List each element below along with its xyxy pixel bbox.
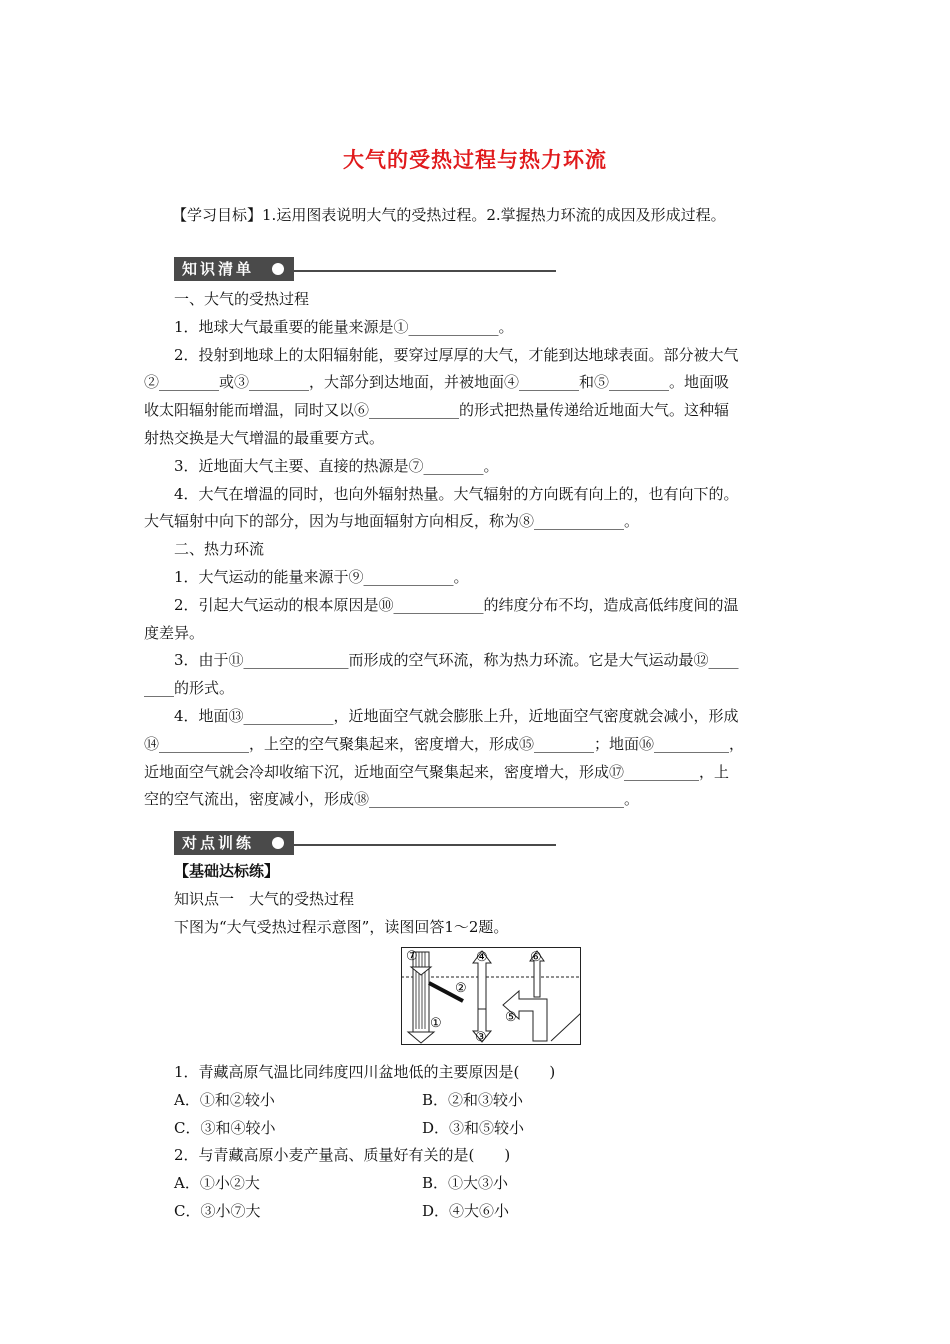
option-a[interactable]: A．①小②大 [174,1174,260,1193]
item-6-line-1: 2．引起大气运动的根本原因是⑩____________的纬度分布不均，造成高低纬度间的温 [174,595,739,614]
option-d[interactable]: D．③和⑤较小 [422,1118,525,1137]
question-2-options-row-2 [144,1198,808,1226]
option-b[interactable]: B．①大③小 [422,1174,509,1193]
item-7-line-2: ____的形式。 [144,679,235,698]
label-1: ① [430,1016,442,1031]
label-6: ⑥ [530,950,542,965]
knowledge-point: 知识点一 大气的受热过程 [174,889,355,908]
label-3: ③ [475,1030,487,1045]
option-a[interactable]: A．①和②较小 [174,1090,275,1109]
learning-goal [172,204,812,226]
figure-intro: 下图为“大气受热过程示意图”，读图回答1～2题。 [174,917,509,936]
heading-1: 一、大气的受热过程 [174,290,310,308]
label-4: ④ [476,950,488,965]
item-6-line-2: 度差异。 [144,623,205,642]
item-8-line-4: 空的空气流出，密度减小，形成⑱__________________________________。 [144,790,640,809]
goal-label: 【学习目标】 [172,206,263,224]
question-list [144,1059,808,1226]
page-title: 大气的受热过程与热力环流 [343,148,607,172]
question-1-options-row-2 [144,1115,808,1143]
option-b[interactable]: B．②和③较小 [422,1090,524,1109]
option-d[interactable]: D．④大⑥小 [422,1201,510,1220]
label-5: ⑤ [505,1010,517,1025]
option-c[interactable]: C．③和④较小 [174,1118,276,1137]
item-4-line-1: 4．大气在增温的同时，也向外辐射热量。大气辐射的方向既有向上的，也有向下的。 [174,484,739,503]
item-2-line-2: ②________或③________，大部分到达地面，并被地面④________和⑤________。地面吸 [144,373,730,392]
practice-subheading: 【基础达标练】 [174,862,280,880]
goal-text: 1.运用图表说明大气的受热过程。2.掌握热力环流的成因及形成过程。 [262,206,726,224]
item-5: 1．大气运动的能量来源于⑨____________。 [174,567,469,586]
knowledge-list [144,286,808,814]
heading-2: 二、热力环流 [174,540,265,559]
item-2-line-3: 收太阳辐射能而增温，同时又以⑥____________的形式把热量传递给近地面大气。这种辐 [144,401,730,420]
question-1-stem: 1．青藏高原气温比同纬度四川盆地低的主要原因是( ) [174,1063,556,1081]
banner-rule [294,844,556,846]
practice-intro [144,858,808,941]
option-c[interactable]: C．③小⑦大 [174,1201,261,1220]
item-7-line-1: 3．由于⑪______________而形成的空气环流，称为热力环流。它是大气运动最⑫____ [174,651,739,670]
question-1-options-row-1 [144,1087,808,1115]
item-1: 1．地球大气最重要的能量来源是①____________。 [174,317,514,336]
label-2: ② [455,981,467,996]
banner-label: 对点训练 [174,831,294,855]
item-2-line-4: 射热交换是大气增温的最重要方式。 [144,428,385,447]
question-2-stem: 2．与青藏高原小麦产量高、质量好有关的是( ) [174,1146,511,1165]
atmosphere-heating-diagram [401,947,581,1045]
item-8-line-2: ⑭____________，上空的空气聚集起来，密度增大，形成⑮________；地面⑯__________， [144,734,745,753]
item-4-line-2: 大气辐射中向下的部分，因为与地面辐射方向相反，称为⑧____________。 [144,512,640,531]
banner-label: 知识清单 [174,257,294,281]
item-8-line-1: 4．地面⑬____________，近地面空气就会膨胀上升，近地面空气密度就会减小，形成 [174,706,739,725]
item-3: 3．近地面大气主要、直接的热源是⑦________。 [174,456,499,475]
item-8-line-3: 近地面空气就会冷却收缩下沉，近地面空气聚集起来，密度增大，形成⑰__________，上 [144,762,730,781]
question-2-options-row-1 [144,1170,808,1198]
banner-rule [294,270,556,272]
bullet-icon [272,837,284,849]
bullet-icon [272,263,284,275]
label-7: ⑦ [406,949,418,964]
item-2-line-1: 2．投射到地球上的太阳辐射能，要穿过厚厚的大气，才能到达地球表面。部分被大气 [174,345,739,364]
